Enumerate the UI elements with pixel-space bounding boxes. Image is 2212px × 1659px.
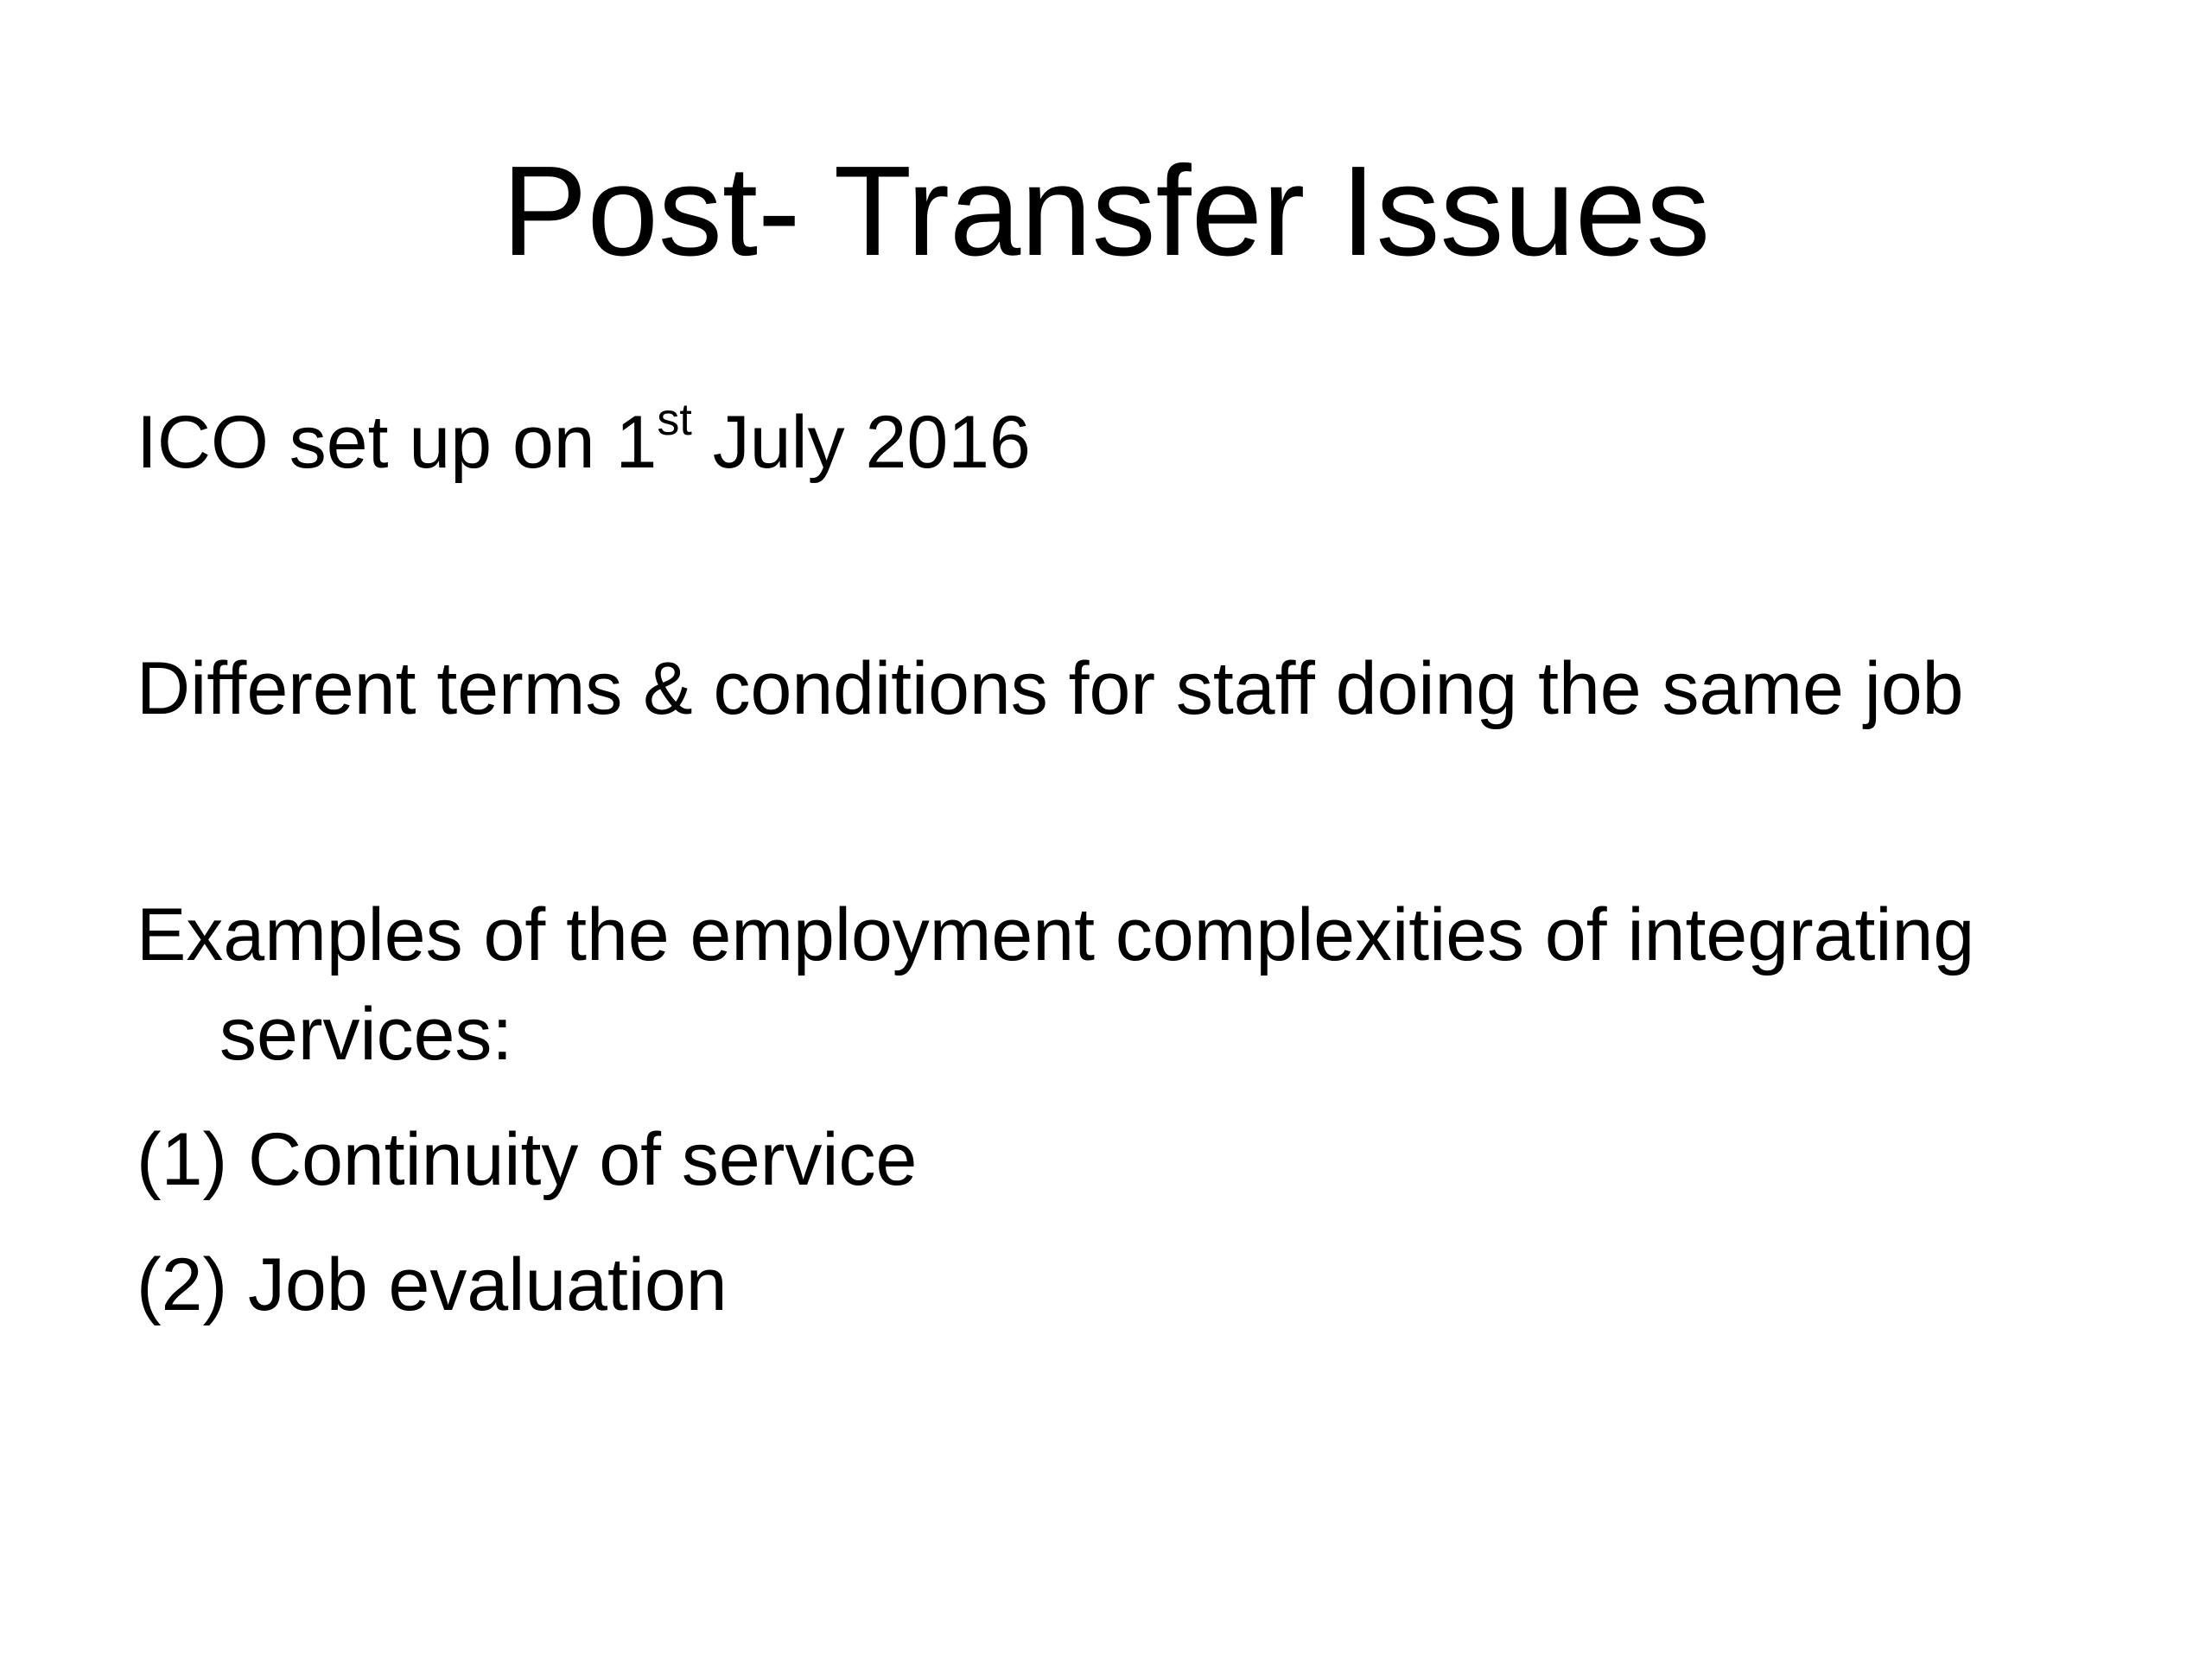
slide-body xyxy=(137,393,2089,1335)
list-item-job-evaluation: (2) Job evaluation xyxy=(137,1243,728,1326)
examples-text: Examples of the employment complexities of integrating services: xyxy=(137,893,1975,1076)
ico-setup-superscript: st xyxy=(657,395,692,446)
ico-setup-after: July 2016 xyxy=(691,401,1031,484)
list-item-continuity: (1) Continuity of service xyxy=(137,1118,918,1201)
slide-title: Post- Transfer Issues xyxy=(501,140,1711,283)
terms-conditions-text: Different terms & conditions for staff doing the same job xyxy=(137,647,1964,730)
ico-setup-before: ICO set up on 1 xyxy=(137,401,658,484)
ico-setup-text xyxy=(137,393,2089,493)
